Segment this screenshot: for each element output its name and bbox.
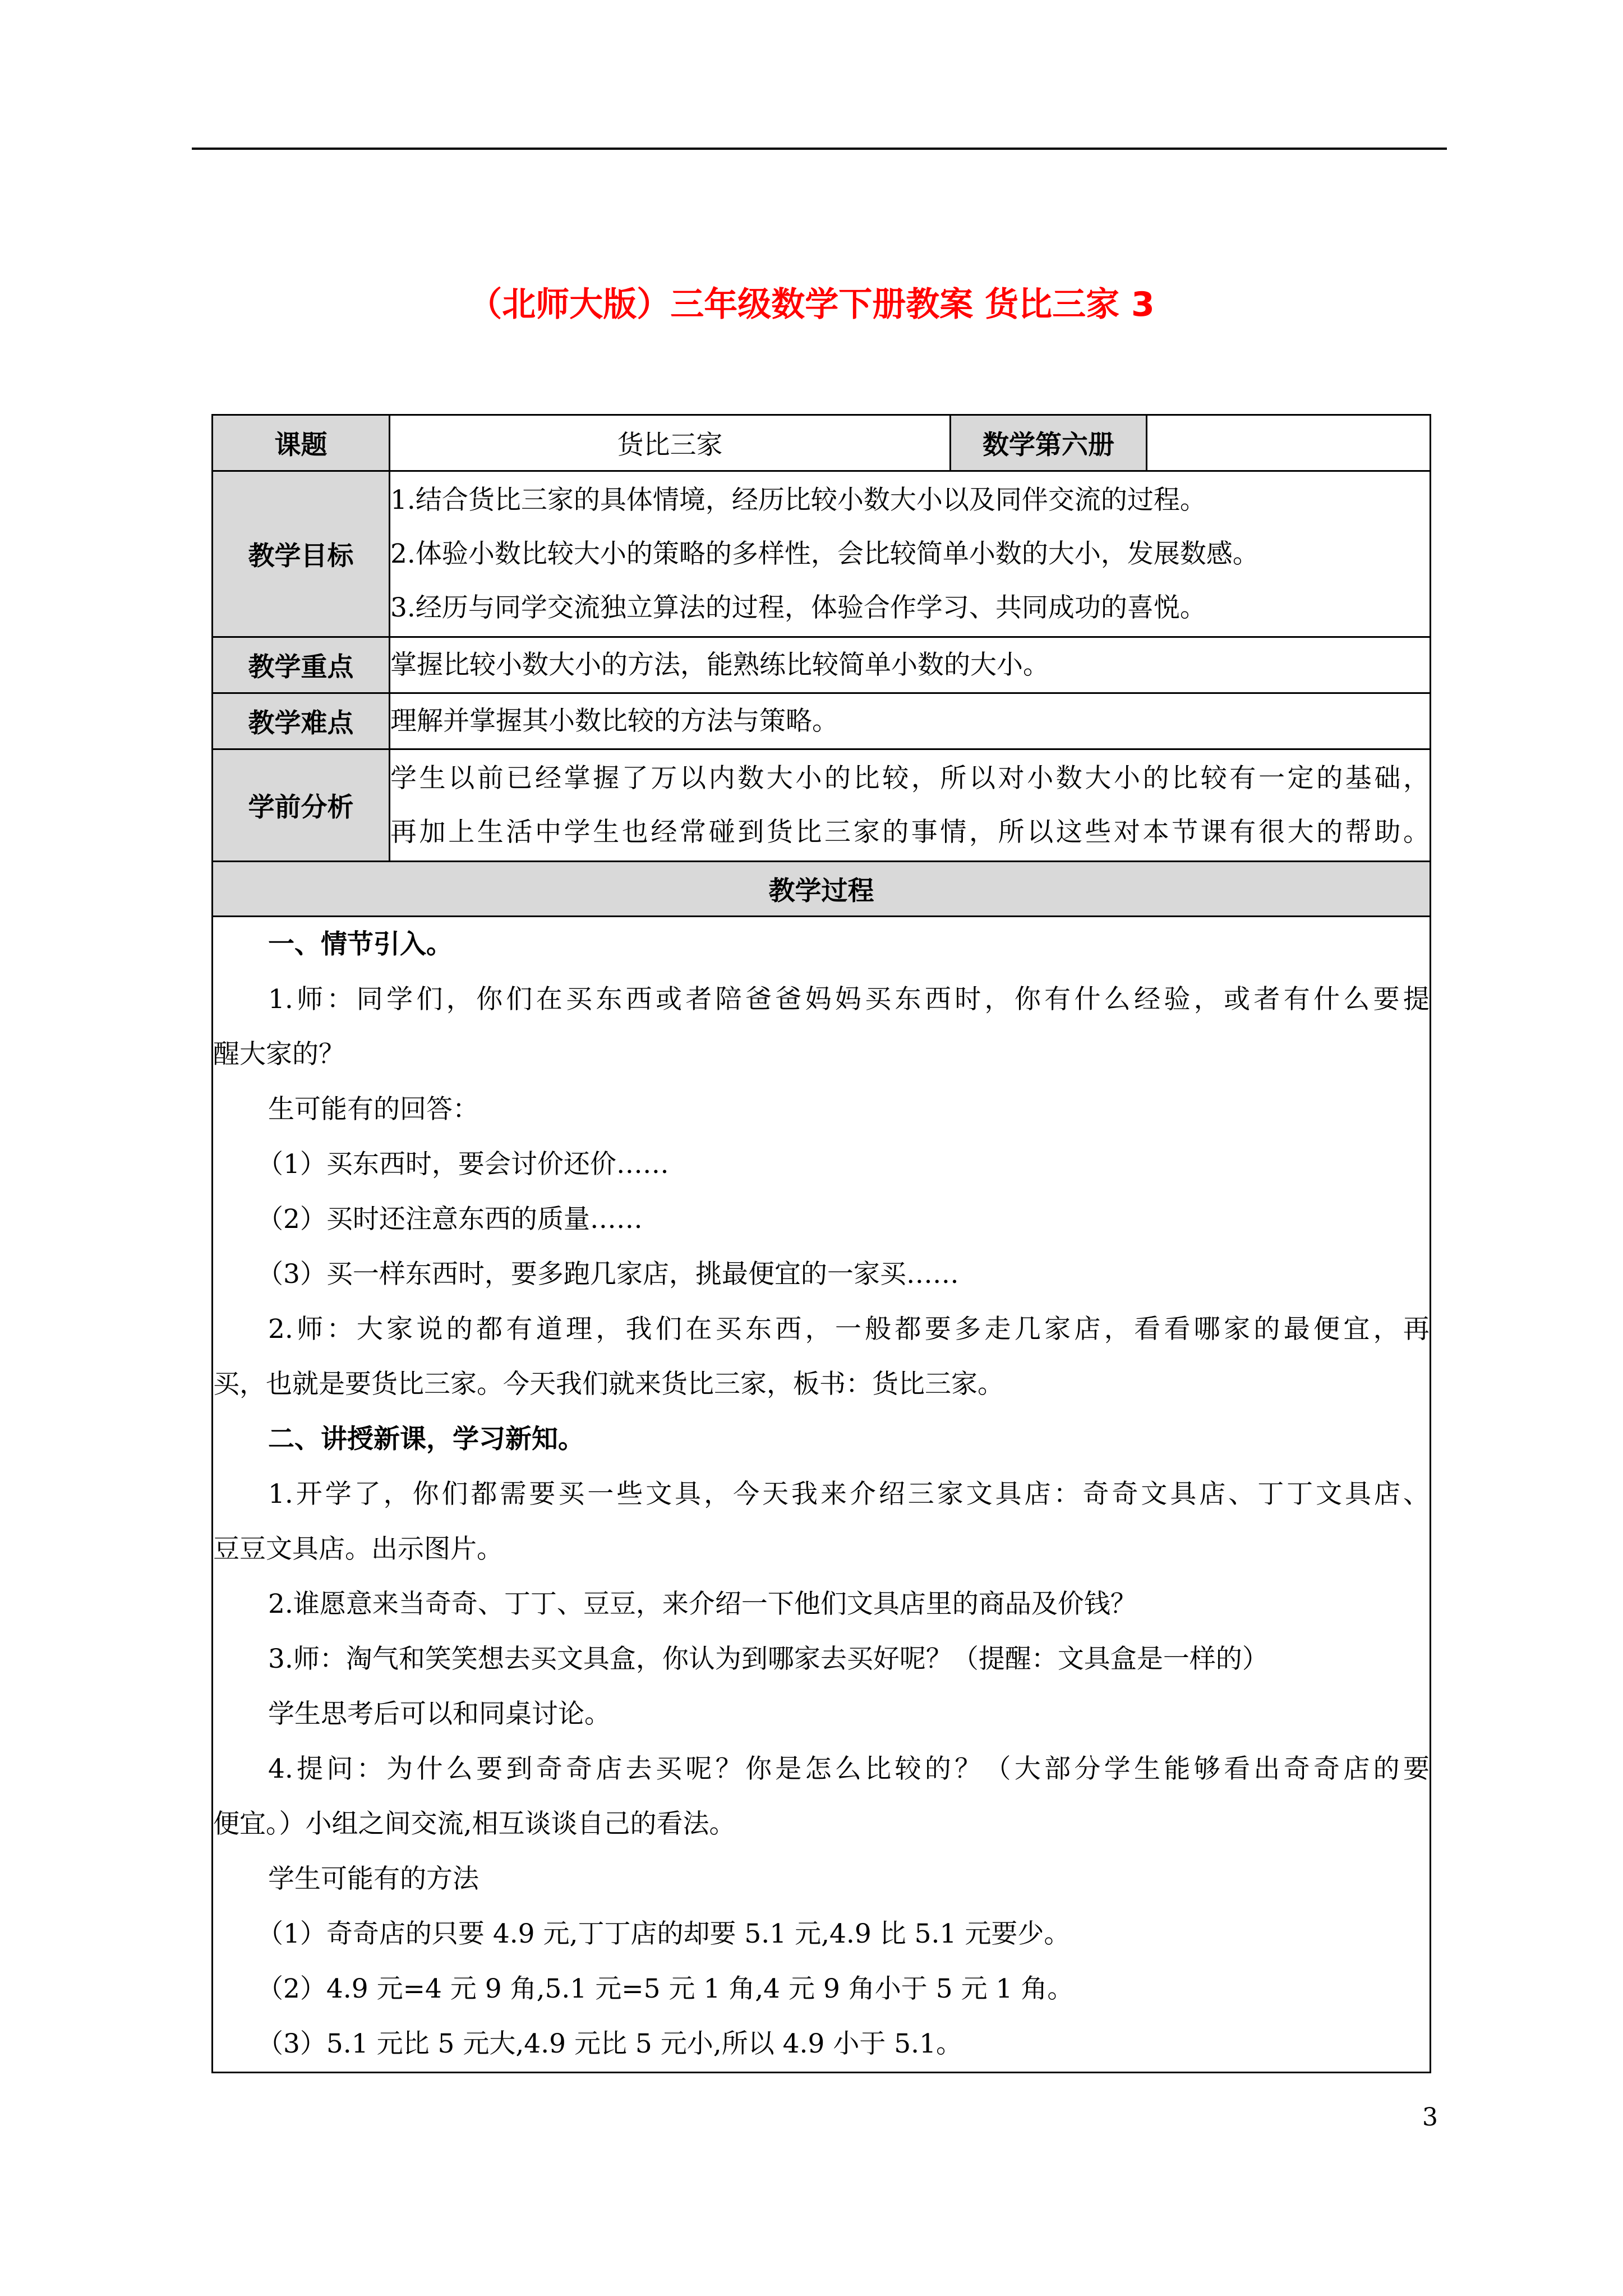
- difficulties-cell: [390, 693, 1431, 749]
- list-item: （3）5.1 元比 5 元大,4.9 元比 5 元小,所以 4.9 小于 5.1。: [257, 2028, 963, 2059]
- key-points-label: 教学重点: [213, 637, 390, 693]
- paragraph-line: 3.师：淘气和笑笑想去买文具盒，你认为到哪家去买好呢？（提醒：文具盒是一样的）: [268, 1644, 1269, 1674]
- lesson-plan-table: [211, 414, 1431, 2073]
- objective-item: 3.经历与同学交流独立算法的过程，体验合作学习、共同成功的喜悦。: [390, 592, 1206, 623]
- paragraph-line: 便宜。）小组之间交流,相互谈谈自己的看法。: [213, 1809, 736, 1839]
- process-label: 教学过程: [213, 862, 1431, 917]
- key-points-text: 掌握比较小数大小的方法，能熟练比较简单小数的大小。: [390, 649, 1049, 680]
- paragraph-line: 学生思考后可以和同桌讨论。: [268, 1699, 611, 1729]
- paragraph-line: 1.师：同学们，你们在买东西或者陪爸爸妈妈买东西时，你有什么经验，或者有什么要提: [268, 984, 1430, 1015]
- difficulties-text: 理解并掌握其小数比较的方法与策略。: [390, 705, 838, 737]
- list-item: （2）4.9 元=4 元 9 角,5.1 元=5 元 1 角,4 元 9 角小于 5 元 1 角。: [257, 1973, 1074, 2004]
- paragraph-line: 4.提问：为什么要到奇奇店去买呢？你是怎么比较的？（大部分学生能够看出奇奇店的要: [268, 1754, 1430, 1784]
- page-number: 3: [1422, 2103, 1438, 2132]
- list-item: （1）买东西时，要会讨价还价……: [257, 1149, 669, 1180]
- topic-label: 课题: [213, 415, 390, 471]
- list-item: （2）买时还注意东西的质量……: [257, 1204, 643, 1235]
- paragraph-line: 学生可能有的方法: [268, 1864, 479, 1894]
- paragraph-line: 2.师：大家说的都有道理，我们在买东西，一般都要多走几家店，看看哪家的最便宜，再: [268, 1314, 1430, 1345]
- list-item: （1）奇奇店的只要 4.9 元,丁丁店的却要 5.1 元,4.9 比 5.1 元要少。: [257, 1918, 1071, 1949]
- paragraph-line: 1.开学了，你们都需要买一些文具，今天我来介绍三家文具店：奇奇文具店、丁丁文具店、: [268, 1479, 1430, 1510]
- key-points-cell: [390, 637, 1431, 693]
- paragraph-line: 醒大家的？: [213, 1039, 345, 1070]
- analysis-line: 学生以前已经掌握了万以内数大小的比较，所以对小数大小的比较有一定的基础，: [390, 762, 1430, 794]
- topic-row: [213, 415, 1431, 471]
- key-points-row: [213, 637, 1431, 693]
- document-title: （北师大版）三年级数学下册教案 货比三家 3: [468, 285, 1155, 324]
- paragraph-line: 豆豆文具店。出示图片。: [213, 1534, 503, 1565]
- objectives-label: 教学目标: [213, 471, 390, 637]
- paragraph-line: 买，也就是要货比三家。今天我们就来货比三家，板书：货比三家。: [213, 1369, 1004, 1400]
- analysis-label: 学前分析: [213, 749, 390, 862]
- objectives-row: [213, 471, 1431, 637]
- difficulties-row: [213, 693, 1431, 749]
- analysis-line: 再加上生活中学生也经常碰到货比三家的事情，所以这些对本节课有很大的帮助。: [390, 816, 1430, 848]
- process-row: [213, 917, 1431, 2073]
- section-heading: 一、情节引入。: [268, 929, 453, 960]
- topic-value: 货比三家: [390, 415, 951, 471]
- process-header-row: [213, 862, 1431, 917]
- objective-item: 1.结合货比三家的具体情境，经历比较小数大小以及同伴交流的过程。: [390, 484, 1206, 516]
- paragraph-line: 2.谁愿意来当奇奇、丁丁、豆豆，来介绍一下他们文具店里的商品及价钱？: [268, 1589, 1137, 1619]
- difficulties-label: 教学难点: [213, 693, 390, 749]
- section-heading: 二、讲授新课，学习新知。: [268, 1424, 584, 1455]
- header-rule: [192, 148, 1447, 150]
- objectives-cell: [390, 471, 1431, 637]
- list-item: （3）买一样东西时，要多跑几家店，挑最便宜的一家买……: [257, 1259, 959, 1290]
- objective-item: 2.体验小数比较大小的策略的多样性，会比较简单小数的大小，发展数感。: [390, 538, 1259, 569]
- process-content: [213, 917, 1431, 2073]
- analysis-row: [213, 749, 1431, 862]
- book-value: [1147, 415, 1431, 471]
- analysis-cell: [390, 749, 1431, 862]
- book-label: 数学第六册: [951, 415, 1147, 471]
- paragraph-line: 生可能有的回答：: [268, 1094, 479, 1125]
